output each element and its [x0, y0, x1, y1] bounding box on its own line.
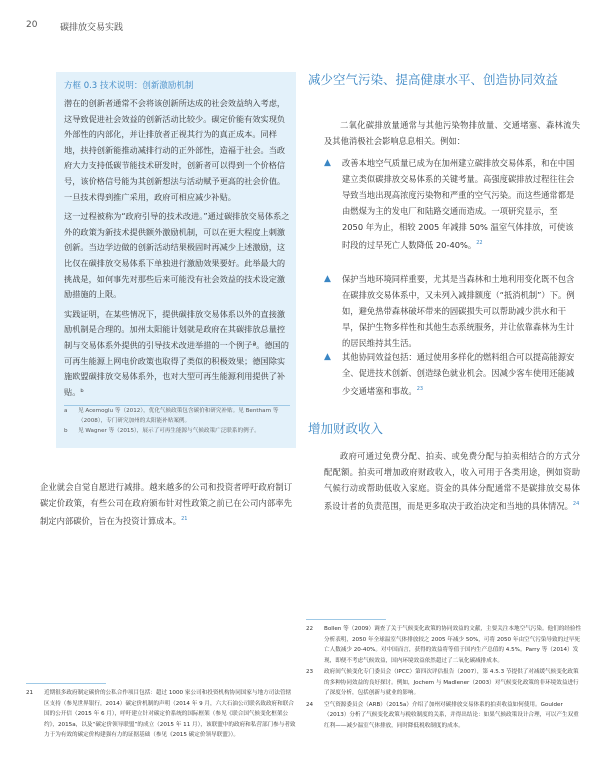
section-heading-cobenefits: 减少空气污染、提高健康水平、创造协同效益 [308, 72, 559, 87]
footnote-label: 24 [306, 701, 314, 708]
box-footnote-text: 见 Acemoglu 等（2012），优化气候政策包含碳价和研究补贴。见 Bentham 等（2008），专门研究加州的太阳能补贴案例。 [78, 408, 279, 424]
footnote-ref: 22 [476, 240, 483, 246]
bullet-text: 保护当地环境同样重要，尤其是当森林和土地利用变化既不包含在碳排放交易体系中，又未列入减排额度（“抵消机制”）下。例如，避免热带森林破坏带来的固碳损失可以帮助减少洪水和干旱，保护生物多样性和其他生态系统服务，并让依靠森林为生计的居民维持其生活。 [342, 274, 575, 348]
footnote-text: 近期很多政府制定碳价的公私合作项目包括：超过 1000 家公司和投资机构协同国家与地方司法管辖区支持（参见世界银行，2014）碳定价机制的声明（2014 年 9 月，六大石油公司联名致政府和联合国的公开信（2015 年 6 月），呼吁建立针对碳定价系统的国际框架（参见《联合国气候变化框架公约》，2015a，以及“碳定价领导联盟”的成立（2015 年 11 月），该联盟中的政府和私营部门参与者致力于为有效的碳定价构建强有力的证据基础（参见《2015 碳定价领导联盟》）。 [44, 690, 296, 738]
triangle-bullet-icon: ▲ [324, 352, 331, 362]
footnote-ref: 21 [181, 516, 188, 522]
bullet-item [324, 349, 580, 399]
box-paragraph: 潜在的创新者通常不会将该创新所达成的社会效益纳入考虑，这导致促进社会效益的创新活动比较少。碳定价能有效实现负外部性的内部化，并让排放者正视其行为的真正成本。同样地，扶持创新能推动减排行动的正外部性，造福于社会。当政府大力支持低碳节能技术研发时，创新者可以得到一个价格信号，该价格信号能为其创新想法与活动赋予更高的社会价值。一旦技术得到推广采用，政府可相应减少补贴。 [64, 98, 286, 202]
footnote [26, 688, 296, 741]
left-paragraph-text: 企业就会自觉自愿进行减排。越来越多的公司和投资者呼吁政府制订碳定价政策，有些公司在政府颁布针对性政策之前已在公司内部率先制定内部碳价，旨在为投资计算成本。 [40, 482, 292, 526]
bullet-text: 其他协同效益包括：通过使用多样化的燃料组合可以提高能源安全、促进技术创新、创造绿色就业机会。因减少客车使用还能减少交通堵塞和事故。$^{23}$ [342, 352, 575, 396]
box-footnote-label: a [64, 408, 68, 414]
footnote-ref: 24 [572, 501, 580, 507]
box-footnotes [64, 405, 290, 436]
box-body [64, 96, 290, 404]
box-footnote-text: 见 Wagner 等（2015），展示了可再生能源与气候政策广泛联系的例子。 [78, 428, 260, 434]
footnote [306, 700, 582, 732]
page-number: 20 [26, 20, 38, 30]
footnote [306, 624, 582, 666]
section-intro: 二氧化碳排放量通常与其他污染物排放量、交通堵塞、森林流失及其他消极社会影响息息相关。例如： [324, 120, 580, 146]
footnote-text: 政府间气候变化专门委员会（IPCC）第四次评估报告（2007），第 4.5.3 节提供了对减缓气候变化政策的多种协同效益的良好探讨。例如，Jochem 与 Madlener（2003）对气候变化政策的非环境效益进行了深度分析，包括创新与就业的影响。 [324, 669, 579, 696]
footnote-label: 22 [306, 626, 314, 632]
footnote-text: 空气资源委员会（ARB）（2015a）介绍了加州对碳排放交易体系的拍卖收益如何使用。Goulder（2013）分析了气候变化政策与税收制度的关系，并得出结论：如果气候政策设计合理，可以产生双重红利——减少温室气体排放，同时降低税收制度的成本。 [324, 701, 579, 729]
box-title: 方框 0.3 技术说明：创新激励机制 [64, 81, 194, 91]
footnote-label: 21 [26, 690, 34, 696]
footnote-ref: 23 [416, 386, 424, 392]
footnote-text: Bollen 等（2009）调查了关于气候变化政策的协同效益的文献，主要关注本地空气污染。他们的经验性分析表明，2050 年全球温室气体排放较之 2005 年减少 50%，可将 2050 年由空气污染导致的过早死亡人数减少 20-40%。对中国而言，获得的效益将等值于国内生产总值的 4.5%。Parry 等（2014）发现，即便不考虑气候效益，国内环境效益依然超过了二氧化碳减排成本。 [324, 626, 582, 664]
right-footnotes [306, 619, 582, 732]
section-body: 政府可通过免费分配、拍卖、或免费分配与拍卖相结合的方式分配配额。拍卖可增加政府财政收入，收入可用于各类用途，例如资助气候行动或帮助低收入家庭。资金的具体分配通常不是碳排放交易体系设计者的负责范围，而是更多取决于政治决定和当地的具体情况。$^{24}$ [324, 451, 580, 511]
bullet-item [324, 155, 580, 253]
section-heading-revenue: 增加财政收入 [308, 421, 384, 436]
footnote-divider [306, 619, 386, 620]
footnote-divider [26, 683, 106, 684]
left-paragraph [40, 479, 292, 529]
triangle-bullet-icon: ▲ [324, 274, 331, 284]
triangle-bullet-icon: ▲ [324, 158, 331, 168]
box-footnote [64, 406, 290, 426]
footnote-label: 23 [306, 669, 314, 675]
box-paragraph: 实践证明，在某些情况下，提供碳排放交易体系以外的直接激励机制是合理的。加州太阳能计划就是政府在其碳排放总量控制与交易体系外提供的引导技术改进举措的一个例子ª。德国的可再生能源上网电价政策也取得了类似的积极效果；德国除实施欧盟碳排放交易体系外，也对大型可再生能源利用提供了补贴。ᵇ [64, 308, 289, 397]
footnote [306, 667, 582, 699]
bullet-item [324, 271, 580, 351]
box-paragraph: 这一过程被称为“政府引导的技术改进。”通过碳排放交易体系之外的政策为新技术提供额外激励机制，可以在更大程度上刺激创新。当边学边做的创新活动结果极固时再减少上述激励，这比仅在碳排放交易体系下单独进行激励效果要好。此举最大的挑战是，如何事先对那些后来可能没有社会效益的技术设定激励措施的上限。 [64, 211, 290, 300]
running-header: 碳排放交易实践 [60, 23, 124, 33]
box-footnote [64, 426, 290, 436]
bullet-text: 改善本地空气质量已成为在加州建立碳排放交易体系，和在中国建立类似碳排放交易体系的关键考量。高强度碳排放过程往往会导致当地出现高浓度污染物和严重的空气污染。而这些通常都是由燃煤为主的发电厂和陆路交通而造成。一项研究显示，至 2050 年为止，相较 2005 年减排 50% 温室气体排放，可使该时段的过早死亡人数降低 20-40%。$^{22}$ [342, 158, 575, 250]
box-footnote-label: b [64, 428, 68, 434]
left-footnotes [26, 683, 296, 741]
